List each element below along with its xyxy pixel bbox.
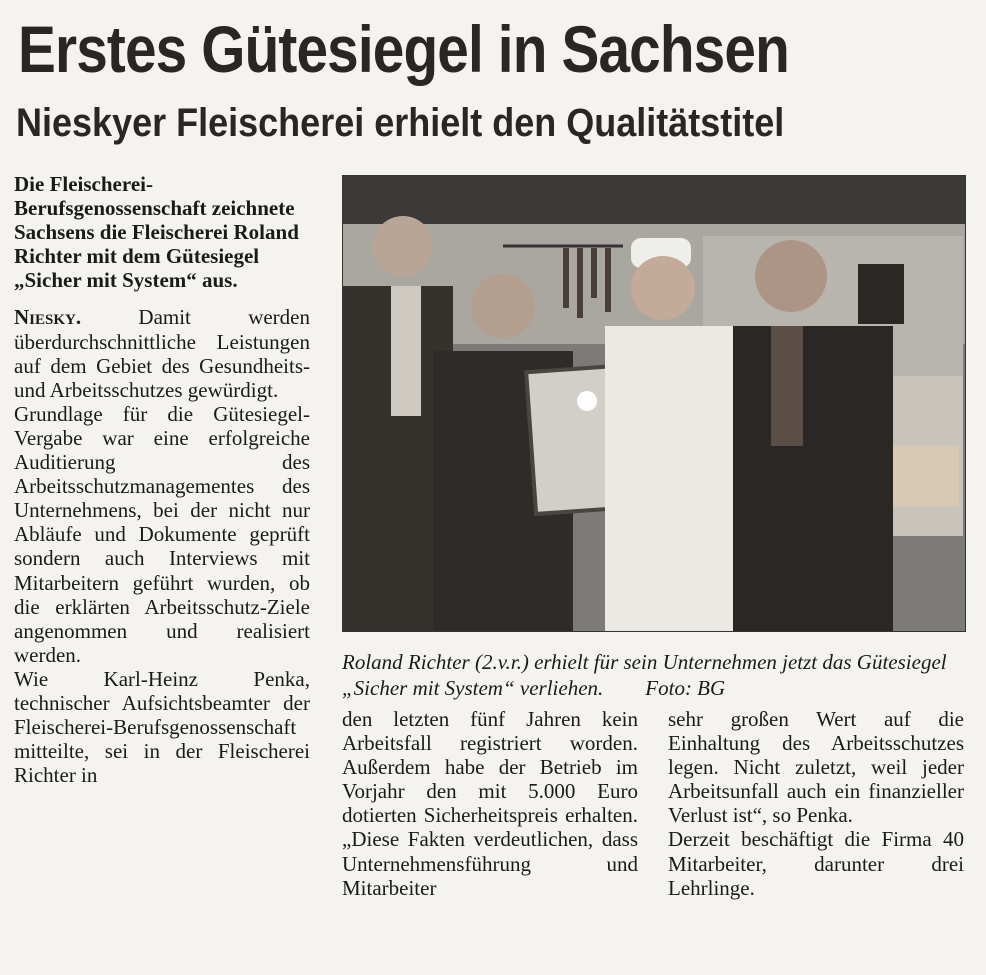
ceiling xyxy=(343,176,965,224)
column-left xyxy=(14,172,310,787)
subheadline: Nieskyer Fleischerei erhielt den Qualitätstitel xyxy=(16,101,785,145)
right-paragraph-1: sehr großen Wert auf die Einhaltung des Arbeitsschutzes legen. Nicht zuletzt, weil jeder Arbeitsunfall auch ein finanzieller Verlust ist“, so Penka. xyxy=(668,707,964,828)
lead-paragraph: Die Fleischerei-Berufsgenossenschaft zeichnete Sachsens die Fleischerei Roland Richter mit dem Gütesiegel „Sicher mit System“ aus. xyxy=(14,172,299,293)
photo-illustration xyxy=(343,176,965,631)
photo xyxy=(342,175,966,632)
middle-paragraph: den letzten fünf Jahren kein Arbeitsfall registriert worden. Außerdem habe der Betrieb im Vorjahr den mit 5.000 Euro dotierten Sicherheitspreis erhalten. „Diese Fakten verdeutlichen, dass Unternehmensführung und Mitarbeiter xyxy=(342,707,638,900)
menu-board xyxy=(858,264,904,324)
headline: Erstes Gütesiegel in Sachsen xyxy=(18,12,789,86)
photo-credit: Foto: BG xyxy=(645,676,726,700)
caption-text: Roland Richter (2.v.r.) erhielt für sein Unternehmen jetzt das Gütesiegel „Sicher mit System“ verliehen. xyxy=(342,650,947,700)
body-paragraph-1 xyxy=(14,305,310,401)
photo-caption xyxy=(342,649,966,701)
body-paragraph-2: Grundlage für die Gütesiegel-Vergabe war eine erfolgreiche Auditierung des Arbeitsschutzmanagementes des Unternehmens, bei der nicht nur Abläufe und Dokumente geprüft sondern auch Interviews mit Mitarbeitern geführt wurden, ob die erklärten Arbeitsschutz-Ziele angenommen und realisiert werden. xyxy=(14,401,310,667)
column-middle xyxy=(342,707,638,900)
dateline: Niesky. xyxy=(14,305,82,330)
body-paragraph-3: Wie Karl-Heinz Penka, technischer Aufsichtsbeamter der Fleischerei-Berufsgenossenschaft mitteilte, sei in der Fleischerei Richter in xyxy=(14,666,310,788)
right-paragraph-2: Derzeit beschäftigt die Firma 40 Mitarbeiter, darunter drei Lehrlinge. xyxy=(668,827,964,900)
column-right xyxy=(668,707,964,900)
body-paragraph-1-text: Damit werden überdurchschnittliche Leistungen auf dem Gebiet des Gesundheits- und Arbeitsschutzes gewürdigt. xyxy=(14,305,310,402)
